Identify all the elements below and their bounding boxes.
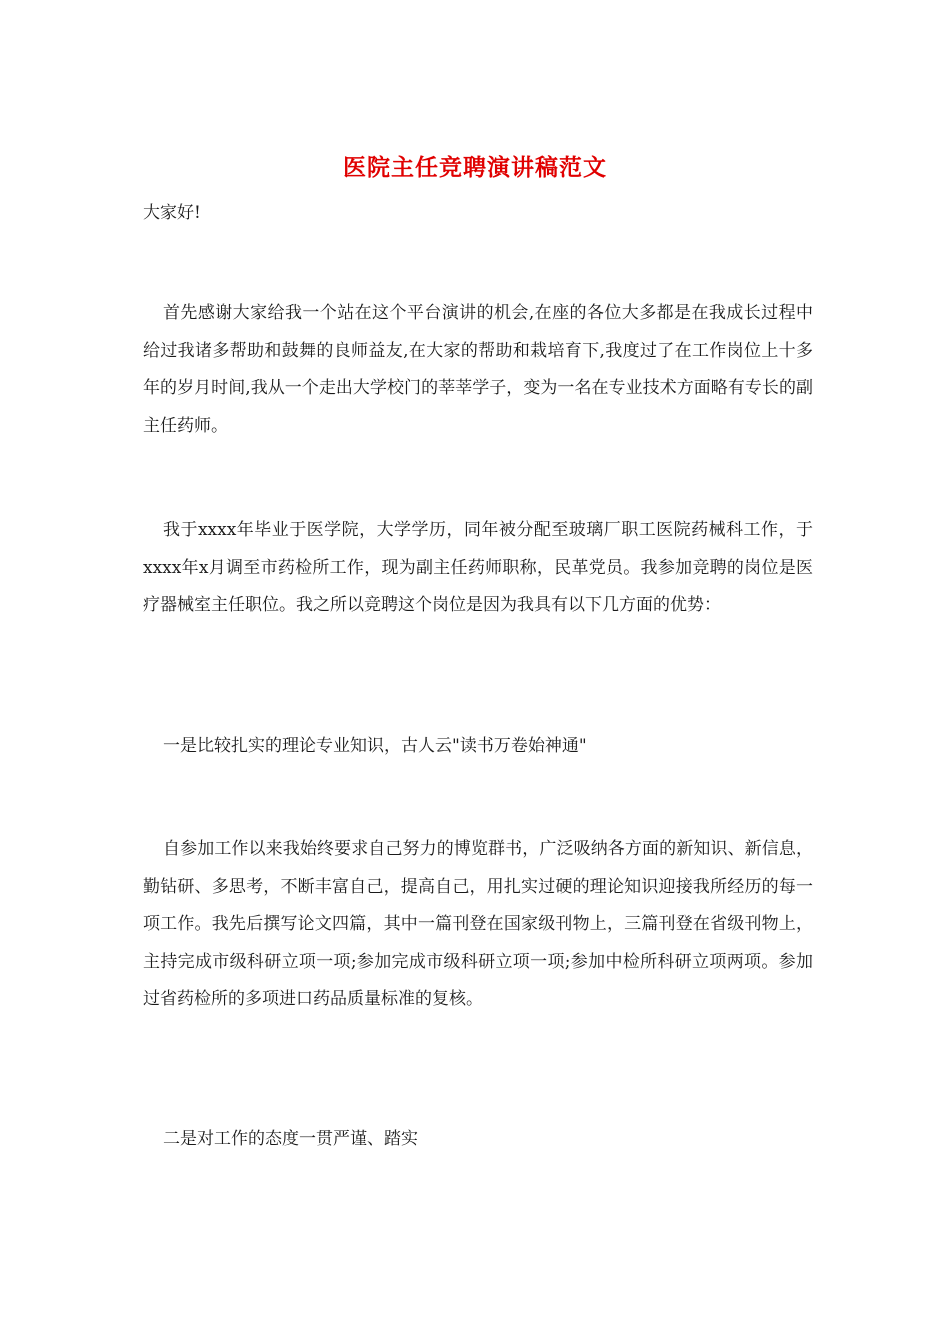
paragraph-advantage-one-heading: 一是比较扎实的理论专业知识，古人云"读书万卷始神通": [163, 736, 587, 756]
greeting-text: 大家好!: [143, 203, 201, 223]
paragraph-advantage-one-detail: 自参加工作以来我始终要求自己努力的博览群书，广泛吸纳各方面的新知识、新信息，勤钻研、多思考，不断丰富自己，提高自己，用扎实过硬的理论知识迎接我所经历的每一项工作。我先后撰写论文四篇，其中一篇刊登在国家级刊物上，三篇刊登在省级刊物上，主持完成市级科研立项一项;参加完成市级科研立项一项;参加中检所科研立项两项。参加过省药检所的多项进口药品质量标准的复核。: [143, 839, 813, 1009]
document-title: 医院主任竞聘演讲稿范文: [343, 154, 607, 181]
paragraph-intro: 首先感谢大家给我一个站在这个平台演讲的机会,在座的各位大多都是在我成长过程中给过我诸多帮助和鼓舞的良师益友,在大家的帮助和栽培育下,我度过了在工作岗位上十多年的岁月时间,我从一个走出大学校门的莘莘学子，变为一名在专业技术方面略有专长的副主任药师。: [143, 303, 813, 436]
paragraph-background: 我于xxxx年毕业于医学院，大学学历，同年被分配至玻璃厂职工医院药械科工作，于xxxx年x月调至市药检所工作，现为副主任药师职称，民革党员。我参加竞聘的岗位是医疗器械室主任职位。我之所以竞聘这个岗位是因为我具有以下几方面的优势：: [143, 520, 813, 615]
paragraph-advantage-two-heading: 二是对工作的态度一贯严谨、踏实: [163, 1129, 418, 1149]
